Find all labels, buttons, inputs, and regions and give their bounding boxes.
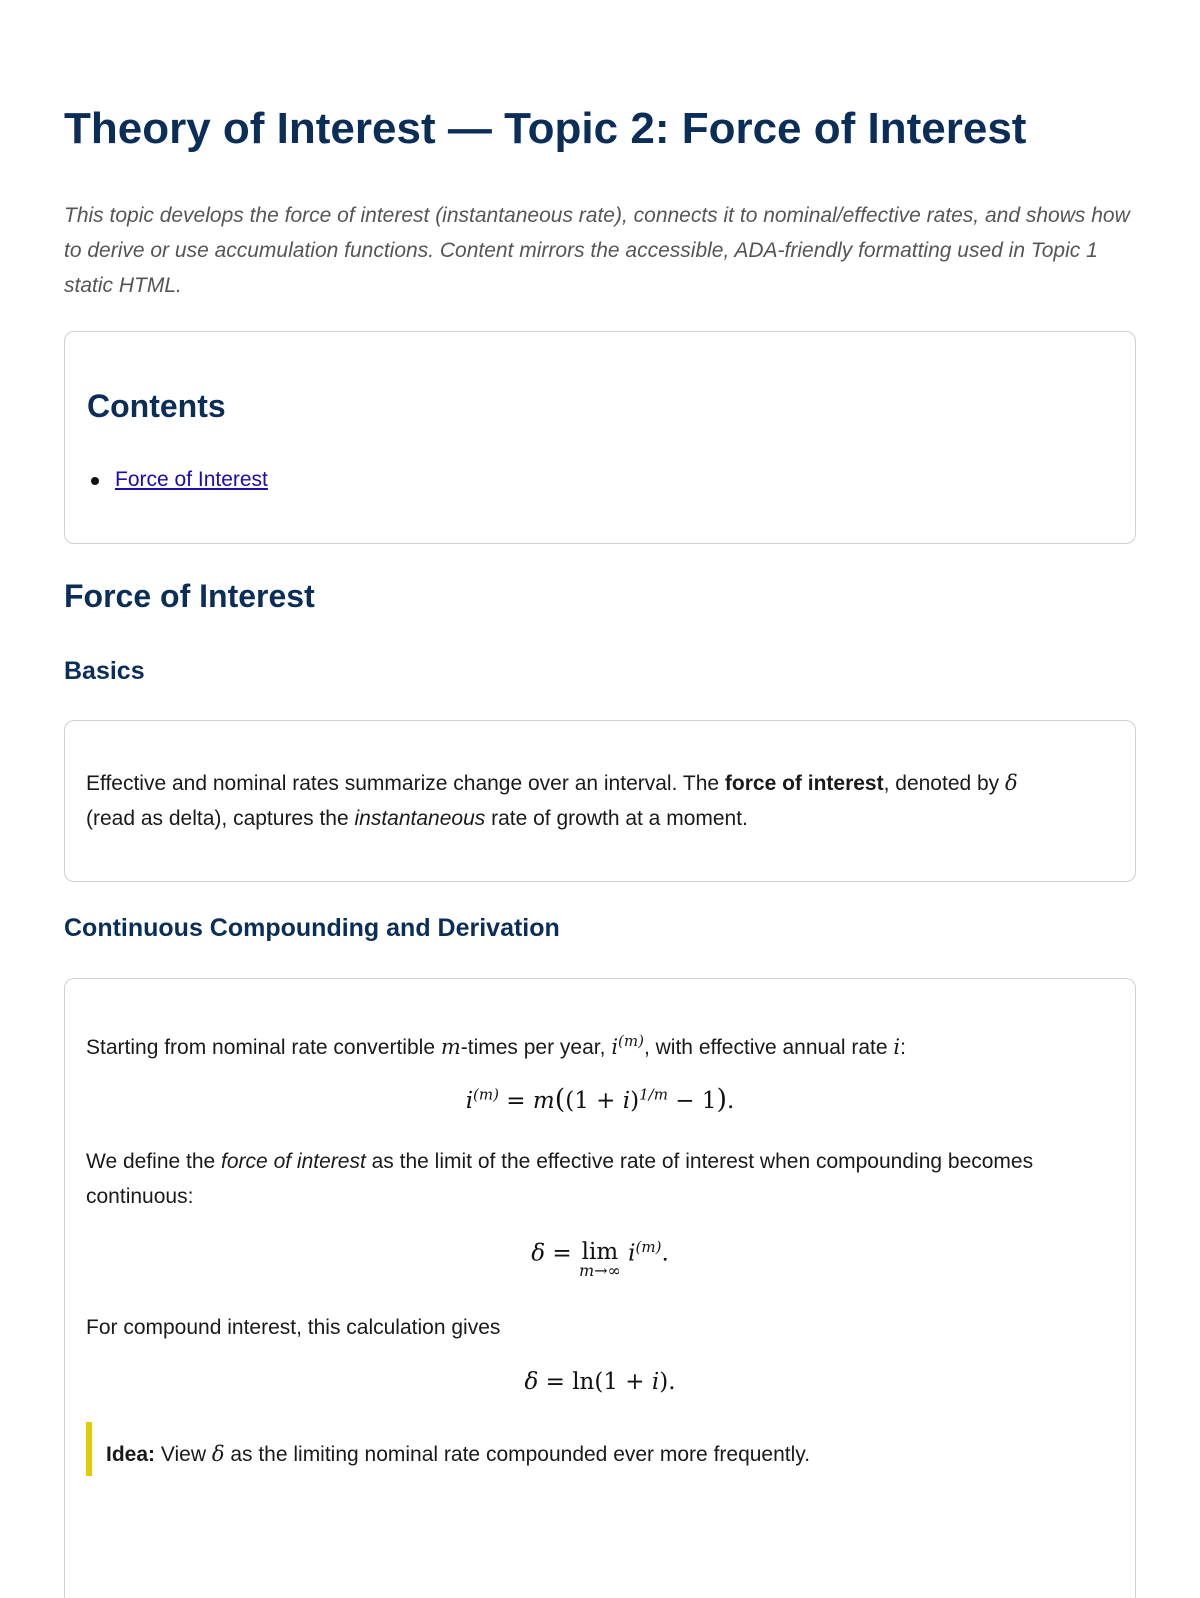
continuous-p2 <box>86 1144 1106 1214</box>
text-run: rate of growth at a moment. <box>485 807 748 830</box>
math-i: i <box>893 1035 901 1059</box>
text-run: Effective and nominal rates summarize change over an interval. The <box>86 772 725 795</box>
equation-nominal-rate: $i^{(m)} = m((1 + i)^{1/m} - 1)$. <box>465 1084 735 1115</box>
text-run: (read as delta), captures the <box>86 807 355 830</box>
equation-ln: δ = ln(1 + i). <box>524 1369 676 1395</box>
equation-limit: δ = lim m→∞ $i^{(m)}$. <box>531 1238 669 1280</box>
intro-paragraph: This topic develops the force of interest (instantaneous rate), connects it to nominal/effective rates, and shows how to derive or use accumulation functions. Content mirrors the accessible, ADA-friendly formatting used in Topic 1 static HTML. <box>64 204 1130 297</box>
text-run: Starting from nominal rate convertible <box>86 1036 441 1059</box>
toc-item <box>115 468 268 492</box>
idea-callout <box>86 1422 810 1476</box>
italic-term: force of interest <box>221 1150 366 1173</box>
continuous-card <box>64 978 1136 1598</box>
math-i-m: $i^{(m)}$ <box>611 1032 644 1059</box>
subsection-basics-title: Basics <box>64 657 145 685</box>
text-run: -times per year, <box>460 1036 612 1059</box>
section-title: Force of Interest <box>64 578 315 614</box>
toc-card <box>64 331 1136 544</box>
text-run: , with effective annual rate <box>643 1036 894 1059</box>
page-title: Theory of Interest — Topic 2: Force of Interest <box>64 104 1027 153</box>
basics-paragraph <box>86 766 1106 836</box>
text-run: as the limiting nominal rate compounded ever more frequently. <box>224 1443 811 1466</box>
continuous-p3: For compound interest, this calculation gives <box>86 1316 501 1339</box>
text-run: , denoted by <box>883 772 1006 795</box>
toc-list <box>115 468 268 492</box>
text-run: We define the <box>86 1150 222 1173</box>
continuous-p1 <box>86 1024 1106 1065</box>
bullet-icon <box>91 477 99 485</box>
math-m: m <box>440 1035 461 1059</box>
toc-link-force-of-interest[interactable]: Force of Interest <box>115 468 268 491</box>
math-delta: δ <box>211 1442 225 1466</box>
toc-title: Contents <box>87 388 226 424</box>
callout-label: Idea: <box>106 1443 156 1466</box>
italic-term: instantaneous <box>354 807 486 830</box>
bold-term: force of interest <box>724 772 884 795</box>
text-run: as the limit of the effective rate of interest when compounding becomes continuous: <box>86 1150 1034 1208</box>
math-delta: δ <box>1005 771 1018 795</box>
text-run: View <box>155 1443 212 1466</box>
subsection-continuous-title: Continuous Compounding and Derivation <box>64 914 560 942</box>
text-run: : <box>900 1036 906 1059</box>
